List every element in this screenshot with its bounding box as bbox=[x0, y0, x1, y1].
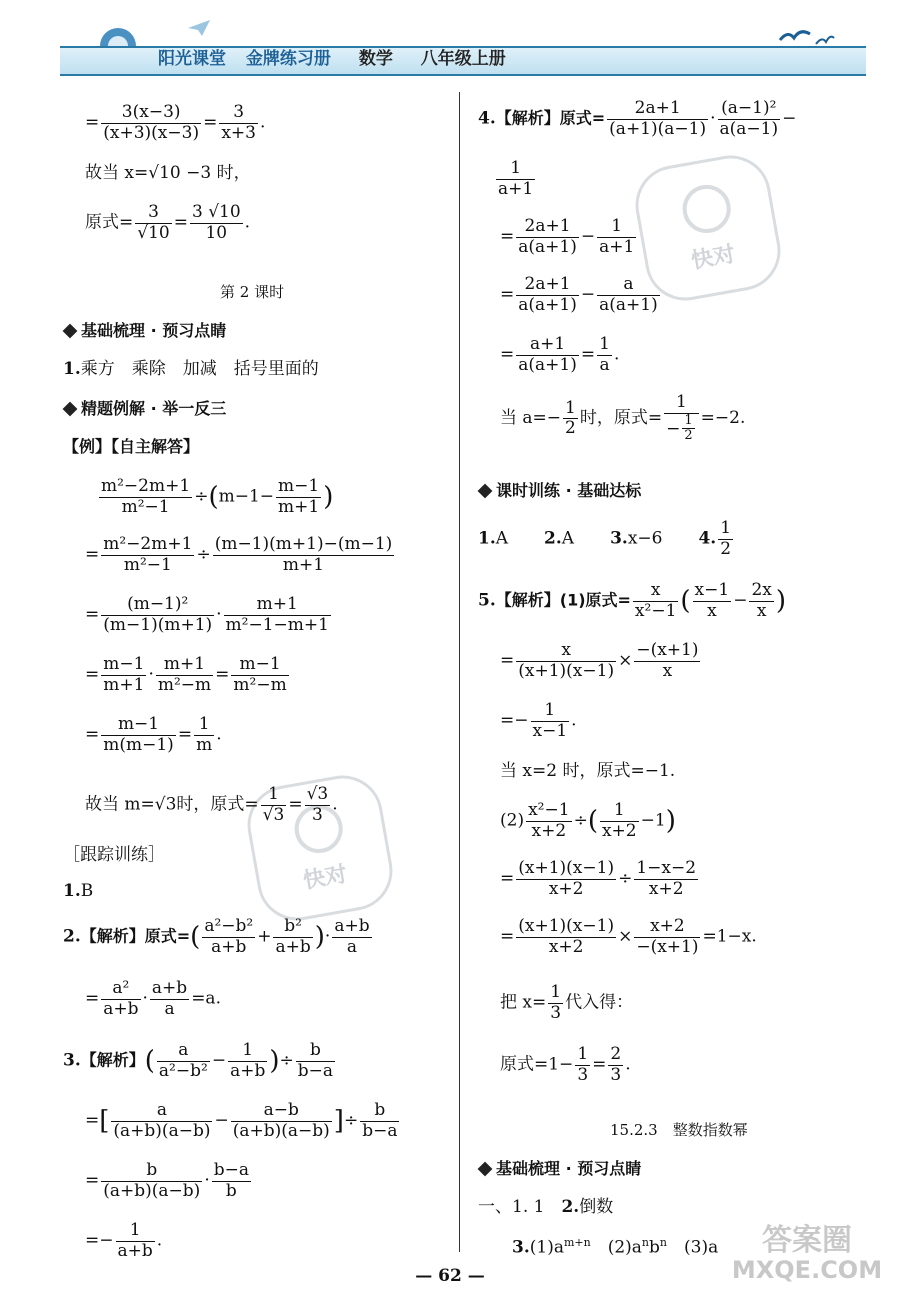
lesson-title: 第 2 课时 bbox=[220, 283, 285, 301]
diamond-icon bbox=[63, 324, 78, 339]
paper-plane-icon bbox=[186, 18, 212, 38]
eq-line: = $\frac{3(x-3)}{(x+3)(x-3)}$ = $\frac{3}{x+3}$ . bbox=[85, 102, 266, 143]
header-series: 金牌练习册 bbox=[245, 49, 331, 69]
eq-line: 5.【解析】(1)原式= $\frac{x}{\text{x²−1}}$ ( $\frac{x-1}{x}$ − $\frac{2x}{x}$ ) bbox=[478, 580, 787, 621]
section-heading: 精题例解 · 举一反三 bbox=[63, 401, 226, 417]
eq-line: 原式= $\frac{3}{√10}$ = $\frac{3 √10}{10}$ . bbox=[85, 202, 251, 243]
watermark-stamp bbox=[722, 1224, 892, 1304]
example-tag: 【例】【自主解答】 bbox=[63, 437, 200, 456]
diamond-icon bbox=[478, 1162, 493, 1177]
eq-line: = $\frac{\text{(m−1)²}}{(m-1)(m+1)}$ · $\frac{m+1}{\text{m²−1−m+1}}$ bbox=[85, 594, 329, 635]
eq-line: = $\frac{2a+1}{a(a+1)}$ − $\frac{1}{a+1}$ bbox=[500, 216, 635, 257]
birds-icon bbox=[776, 24, 836, 50]
header-subject: 数学 bbox=[358, 49, 393, 69]
eq-line: = $\frac{m-1}{m+1}$ · $\frac{m+1}{\text{m²−m}}$ = $\frac{m-1}{\text{m²−m}}$ bbox=[85, 654, 287, 695]
eq-line: (2) $\frac{\text{x²−1}}{x+2}$ ÷( $\frac{1}{x+2}$ −1) bbox=[500, 800, 676, 841]
eq-line: 4.【解析】原式= $\frac{2a+1}{(a+1)(a-1)}$ · $\frac{\text{(a−1)²}}{a(a-1)}$ − bbox=[478, 98, 797, 139]
column-divider bbox=[459, 92, 460, 1252]
page-number: — 62 — bbox=[415, 1266, 485, 1286]
eq-line: = $\frac{(x+1)(x-1)}{x+2}$ ÷ $\frac{1-x-2}{x+2}$ bbox=[500, 858, 697, 899]
eq-line: $\frac{\text{m²−2m+1}}{\text{m²−1}}$ ÷(m−1− $\frac{m-1}{m+1}$ ) bbox=[101, 476, 334, 517]
eq-line: 把 x= $\frac{1}{3}$ 代入得： bbox=[500, 982, 634, 1023]
answer-item: 1.乘方 乘除 加减 括号里面的 bbox=[63, 359, 319, 379]
eq-line: = $\frac{\text{m²−2m+1}}{\text{m²−1}}$ ÷ $\frac{(m-1)(m+1)-(m-1)}{m+1}$ bbox=[85, 534, 393, 575]
page-header bbox=[0, 0, 900, 95]
track-heading: ［跟踪训练］ bbox=[63, 845, 165, 865]
diamond-icon bbox=[63, 402, 78, 417]
eq-line: = $\frac{x}{(x+1)(x-1)}$ × $\frac{-(x+1)}{x}$ bbox=[500, 640, 699, 681]
eq-line: = $\frac{b}{(a+b)(a-b)}$ · $\frac{b-a}{b}$ bbox=[85, 1160, 249, 1201]
text-line: 当 x=2 时，原式=−1. bbox=[500, 761, 676, 781]
eq-line: = $\frac{(x+1)(x-1)}{x+2}$ × $\frac{x+2}{-(x+1)}$ =1−x. bbox=[500, 916, 757, 957]
eq-line: $\frac{1}{a+1}$ bbox=[498, 158, 534, 199]
stamp-top: 答案圈 bbox=[762, 1223, 852, 1258]
eq-line: = $\frac{\text{a²}}{a+b}$ · $\frac{a+b}{a}$ =a. bbox=[85, 978, 221, 1019]
eq-line: 2.【解析】原式=( $\frac{\text{a²−b²}}{a+b}$ + $\frac{\text{b²}}{a+b}$ )· $\frac{a+b}{a}$ bbox=[63, 916, 370, 957]
eq-line: 3.【解析】( $\frac{a}{\text{a²−b²}}$ − $\frac{1}{a+b}$ )÷ $\frac{b}{b-a}$ bbox=[63, 1040, 334, 1081]
watermark-text: 快对 bbox=[689, 241, 738, 275]
eq-line: =− $\frac{1}{a+b}$ . bbox=[85, 1220, 163, 1261]
eq-line: =[ $\frac{a}{(a+b)(a-b)}$ − $\frac{a-b}{(a+b)(a-b)}$ ]÷ $\frac{b}{b-a}$ bbox=[85, 1100, 398, 1141]
eq-line: 当 a=− $\frac{1}{2}$ 时，原式= 1 − $\frac{1}{2}$ =−2. bbox=[500, 392, 746, 444]
stamp-bottom: MXQE.COM bbox=[731, 1256, 883, 1284]
watermark-text: 快对 bbox=[301, 861, 350, 895]
text-line: 故当 x=√10 −3 时， bbox=[85, 163, 251, 183]
check-circle-icon bbox=[679, 181, 735, 237]
section-heading: 基础梳理 · 预习点睛 bbox=[478, 1161, 641, 1177]
section-heading: 课时训练 · 基础达标 bbox=[478, 483, 641, 499]
answer-row: 一、1. 1 2.倒数 bbox=[478, 1197, 614, 1217]
section-heading: 基础梳理 · 预习点睛 bbox=[63, 323, 226, 339]
lesson-title: 15.2.3 整数指数幂 bbox=[610, 1121, 748, 1139]
eq-line: 故当 m=√3时，原式= $\frac{1}{√3}$ = $\frac{√3}{3}$ . bbox=[85, 784, 338, 825]
diamond-icon bbox=[478, 484, 493, 499]
answer-row: $3.(1)a^{m+n}$ $(2)a^nb^n$ (3)a bbox=[512, 1236, 719, 1258]
answer-item: 1.B bbox=[63, 881, 94, 901]
eq-line: = $\frac{a+1}{a(a+1)}$ = $\frac{1}{a}$ . bbox=[500, 334, 620, 375]
answer-row: 1.A 2.A 3.x−6 4. $\frac{1}{2}$ bbox=[478, 518, 732, 559]
eq-line: 原式=1− $\frac{1}{3}$ = $\frac{2}{3}$ . bbox=[500, 1044, 631, 1085]
header-title bbox=[158, 46, 506, 72]
eq-line: =− $\frac{1}{x-1}$ . bbox=[500, 700, 577, 741]
eq-line: = $\frac{m-1}{m(m-1)}$ = $\frac{1}{m}$ . bbox=[85, 714, 222, 755]
header-grade: 八年级上册 bbox=[420, 49, 506, 69]
eq-line: = $\frac{2a+1}{a(a+1)}$ − $\frac{a}{a(a+1)}$ bbox=[500, 274, 658, 315]
header-brand: 阳光课堂 bbox=[158, 49, 226, 69]
